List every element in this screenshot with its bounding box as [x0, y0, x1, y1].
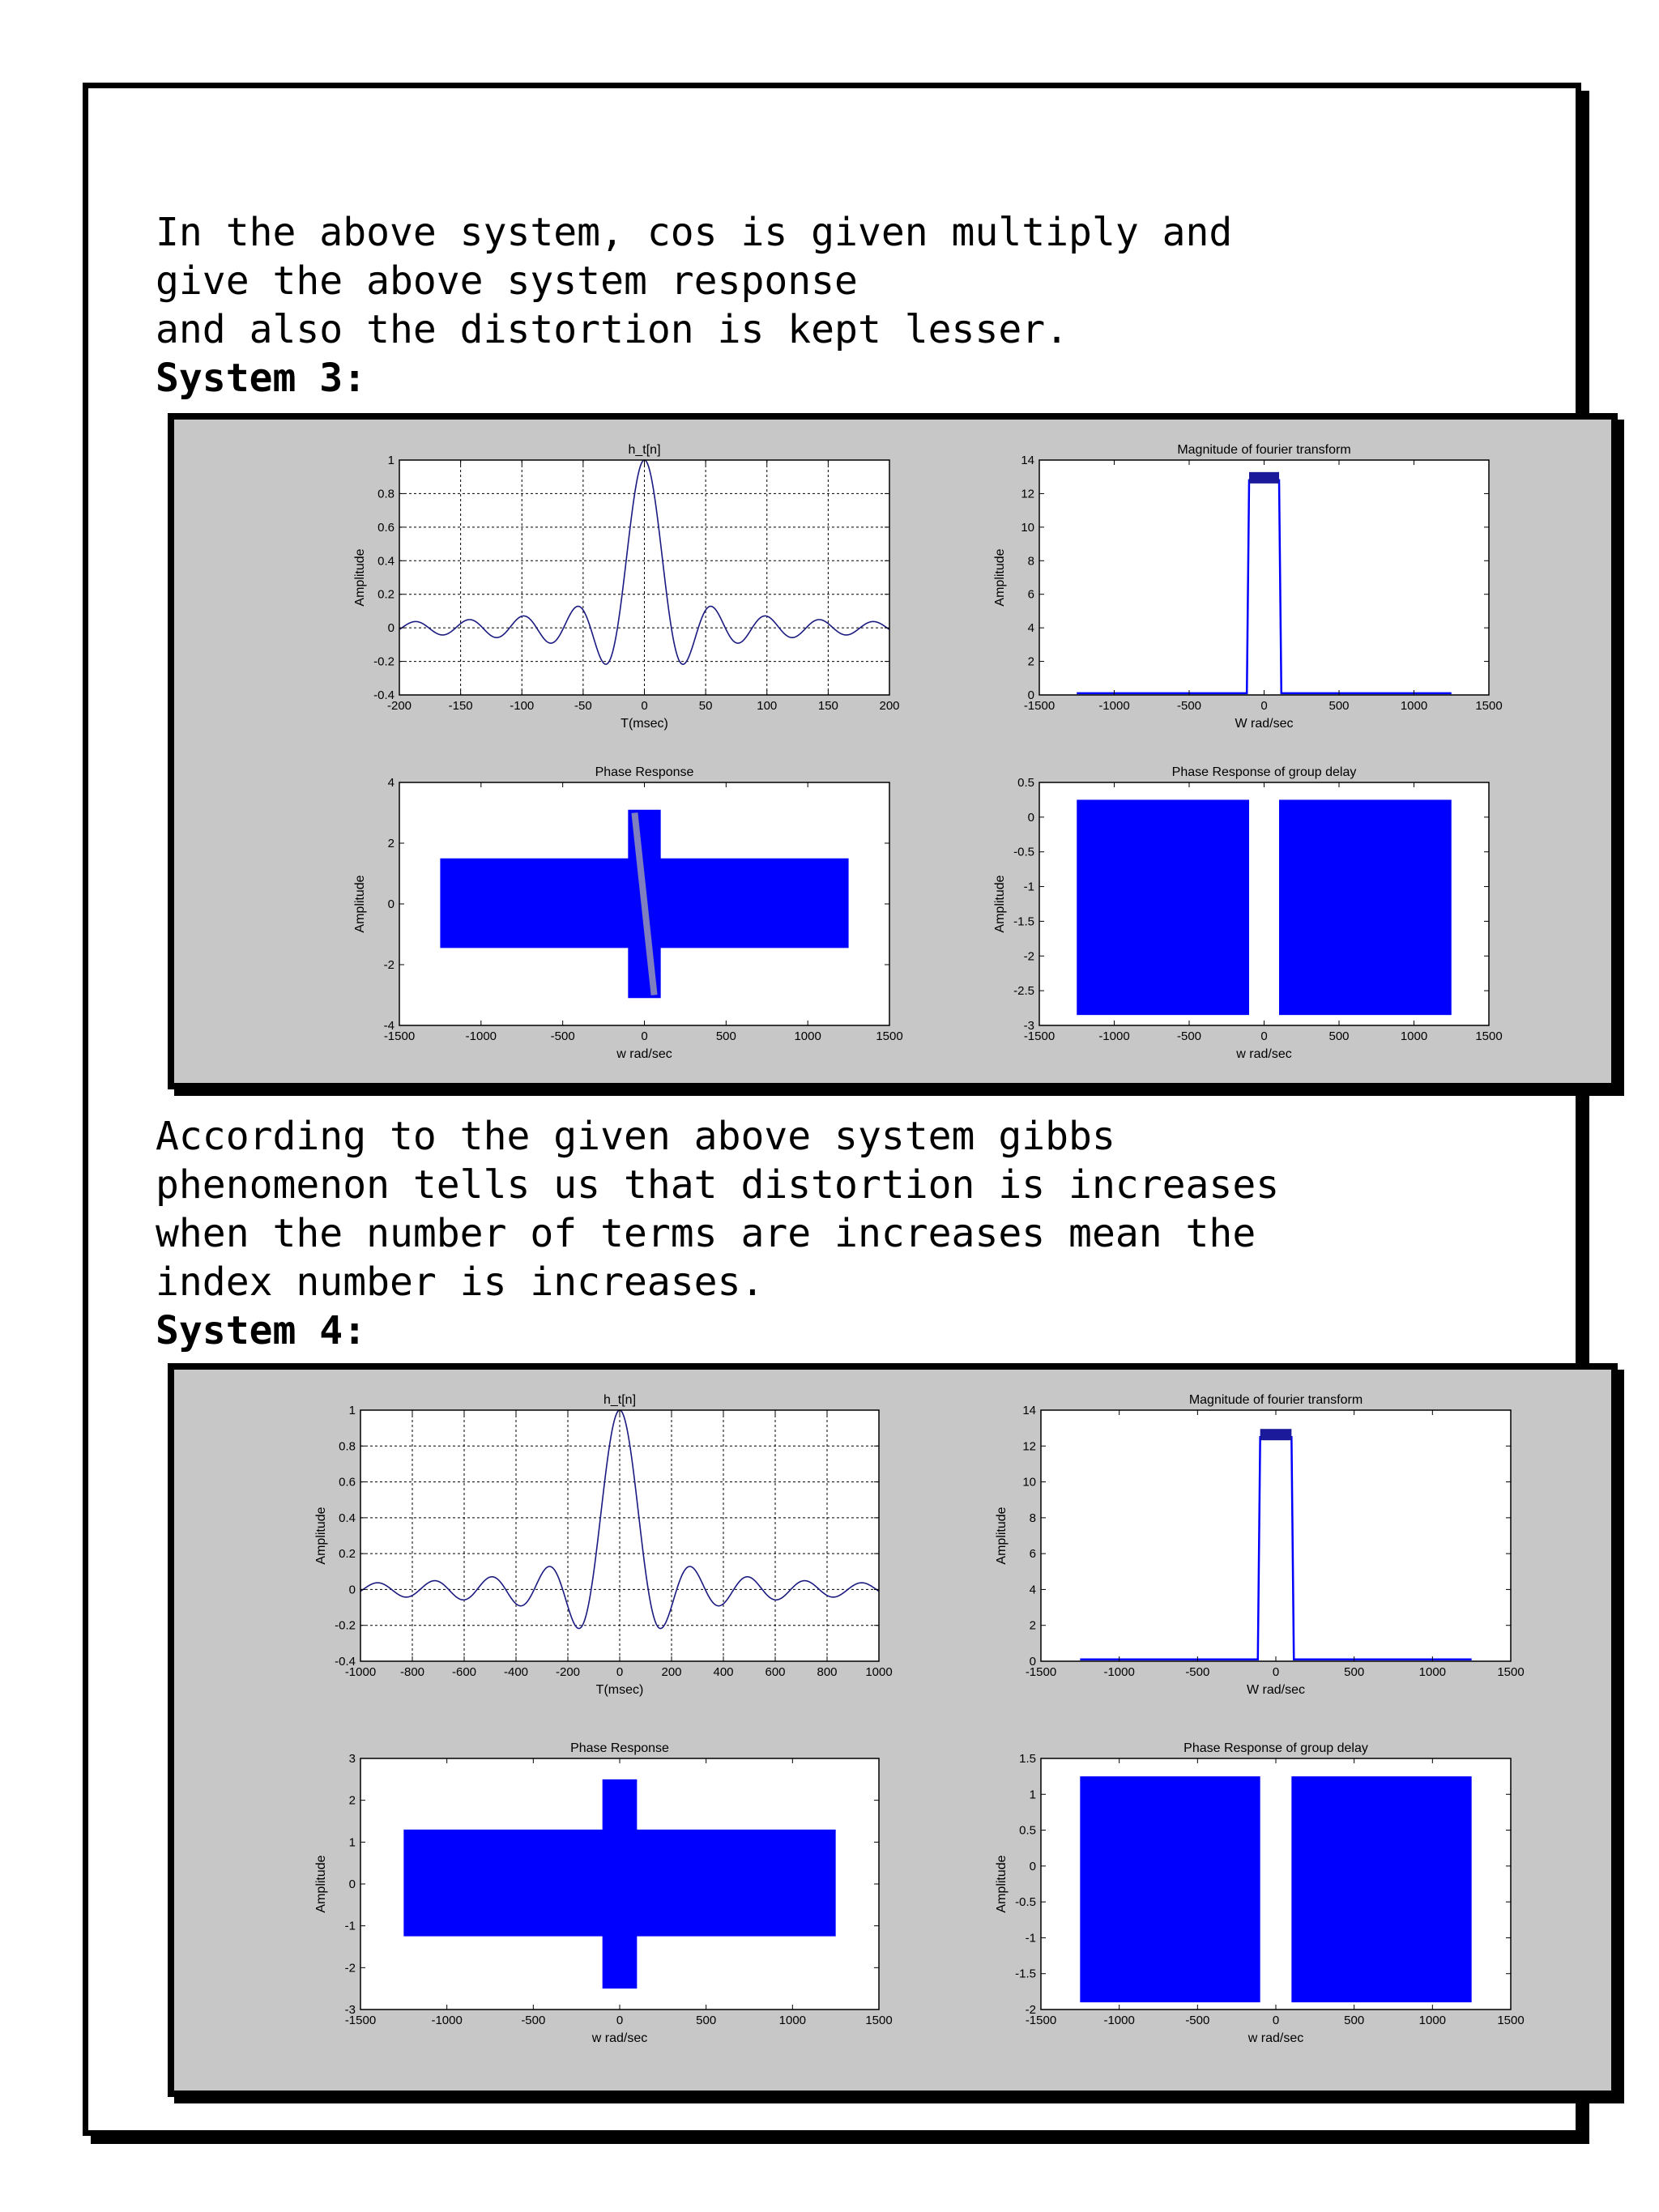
plot-area [1039, 460, 1489, 695]
heading-system-3: System 3: [156, 356, 367, 401]
figure-system-3 [168, 413, 1618, 1089]
y-tick-label: -0.4 [335, 1655, 356, 1669]
x-tick-label: -1000 [1098, 699, 1130, 713]
x-tick-label: -1000 [1098, 1029, 1130, 1043]
y-axis-label: Amplitude [353, 548, 367, 607]
y-tick-label: 12 [1022, 1439, 1036, 1454]
x-tick-label: 1500 [1497, 1665, 1525, 1679]
y-tick-label: 1 [348, 1404, 356, 1417]
y-tick-label: 6 [1029, 1547, 1036, 1562]
x-axis-label: W rad/sec [1235, 717, 1294, 731]
y-tick-label: 4 [1027, 621, 1034, 636]
x-tick-label: 1500 [1497, 2014, 1525, 2027]
y-tick-label: 0 [1027, 810, 1034, 825]
plot-phase-response [353, 765, 903, 1061]
y-tick-label: 14 [1021, 454, 1034, 467]
x-tick-label: 0 [616, 2014, 624, 2027]
plot-title: h_t[n] [628, 443, 661, 457]
y-tick-label: 6 [1027, 587, 1034, 602]
x-axis-label: w rad/sec [1247, 2031, 1304, 2045]
x-tick-label: 1000 [1418, 2014, 1447, 2027]
y-tick-label: 0.4 [377, 554, 394, 569]
y-tick-label: -0.2 [335, 1618, 356, 1633]
y-tick-label: 0.6 [339, 1475, 356, 1490]
y-tick-label: 14 [1022, 1404, 1036, 1417]
x-tick-label: -1000 [344, 1665, 377, 1679]
y-tick-label: -2.5 [1013, 984, 1034, 999]
y-tick-label: 0.8 [377, 487, 394, 501]
y-tick-label: 0.8 [339, 1439, 356, 1454]
y-tick-label: -4 [383, 1019, 394, 1033]
x-axis-label: w rad/sec [591, 2031, 648, 2045]
group-delay-block [1077, 799, 1249, 1015]
x-tick-label: 0 [1260, 1029, 1268, 1043]
plot-area [360, 1410, 879, 1661]
plot-title: Magnitude of fourier transform [1188, 1393, 1363, 1407]
x-tick-label: -1000 [1103, 1665, 1135, 1679]
y-tick-label: -2 [344, 1961, 356, 1975]
group-delay-block [1291, 1776, 1471, 2002]
x-tick-label: -200 [386, 699, 412, 713]
plot-impulse-response [353, 443, 900, 731]
y-tick-label: -2 [1025, 2003, 1036, 2017]
x-tick-label: 50 [698, 699, 713, 713]
y-axis-label: Amplitude [993, 875, 1007, 933]
x-axis-label: T(msec) [595, 1683, 644, 1697]
y-tick-label: 0 [1029, 1859, 1036, 1873]
x-tick-label: 500 [1344, 2014, 1365, 2027]
y-tick-label: 0.6 [377, 520, 394, 535]
x-tick-label: 0 [616, 1665, 624, 1679]
x-tick-label: 100 [757, 699, 778, 713]
x-tick-label: 500 [715, 1029, 736, 1043]
y-tick-label: 0 [348, 1583, 356, 1597]
x-tick-label: 0 [1272, 1665, 1280, 1679]
y-tick-label: 0.2 [339, 1547, 356, 1562]
x-axis-label: W rad/sec [1246, 1683, 1306, 1697]
x-tick-label: 400 [713, 1665, 734, 1679]
y-tick-label: 1.5 [1019, 1752, 1036, 1766]
x-tick-label: 500 [696, 2014, 717, 2027]
y-tick-label: 1 [1029, 1788, 1036, 1802]
y-tick-label: -1 [1023, 880, 1034, 894]
y-tick-label: -1.5 [1015, 1967, 1036, 1981]
y-tick-label: 3 [348, 1752, 356, 1766]
y-axis-label: Amplitude [314, 1855, 328, 1913]
y-axis-label: Amplitude [993, 548, 1007, 607]
y-tick-label: -0.5 [1015, 1895, 1036, 1910]
y-tick-label: 12 [1021, 487, 1034, 501]
y-tick-label: -3 [1023, 1019, 1034, 1033]
x-tick-label: -400 [503, 1665, 529, 1679]
x-tick-label: 0 [641, 699, 648, 713]
x-tick-label: -800 [399, 1665, 425, 1679]
y-tick-label: -0.2 [373, 654, 394, 669]
y-tick-label: 8 [1029, 1511, 1036, 1525]
plot-title: Phase Response of group delay [1171, 765, 1357, 779]
x-tick-label: -1000 [431, 2014, 463, 2027]
y-tick-label: 1 [387, 454, 394, 467]
y-tick-label: 1 [348, 1835, 356, 1850]
x-tick-label: -600 [451, 1665, 477, 1679]
x-tick-label: -100 [510, 699, 535, 713]
paragraph-2-line-2: phenomenon tells us that distortion is increases [156, 1162, 1280, 1208]
plot-title: h_t[n] [603, 1393, 637, 1407]
plot-phase-response [314, 1741, 893, 2045]
y-tick-label: 0 [387, 897, 394, 911]
plot-title: Magnitude of fourier transform [1177, 443, 1351, 457]
x-axis-label: T(msec) [621, 717, 668, 731]
y-tick-label: -0.5 [1013, 845, 1034, 859]
x-tick-label: -1500 [1023, 699, 1056, 713]
x-tick-label: -1500 [1023, 1029, 1056, 1043]
plot-title: Phase Response [570, 1741, 669, 1755]
y-axis-label: Amplitude [314, 1507, 328, 1565]
y-tick-label: 0 [387, 621, 394, 636]
plot-title: Phase Response of group delay [1183, 1741, 1368, 1755]
x-tick-label: 150 [817, 699, 838, 713]
x-tick-label: -50 [574, 699, 592, 713]
x-tick-label: 600 [765, 1665, 786, 1679]
x-tick-label: 500 [1328, 699, 1350, 713]
y-tick-label: 8 [1027, 554, 1034, 569]
y-tick-label: 10 [1021, 520, 1034, 535]
y-axis-label: Amplitude [995, 1507, 1009, 1565]
plot-group-delay [993, 765, 1503, 1061]
y-tick-label: 2 [1029, 1618, 1036, 1633]
x-tick-label: 1000 [1400, 699, 1428, 713]
paragraph-1-line-2: give the above system response [156, 258, 858, 304]
paragraph-2-line-1: According to the given above system gibbs [156, 1114, 1115, 1159]
group-delay-block [1080, 1776, 1260, 2002]
x-tick-label: 1000 [778, 2014, 807, 2027]
paragraph-2-line-3: when the number of terms are increases mean the [156, 1211, 1256, 1256]
x-tick-label: 200 [879, 699, 900, 713]
y-tick-label: 0.2 [377, 587, 394, 602]
x-tick-label: -500 [1185, 1665, 1210, 1679]
x-tick-label: -500 [1185, 2014, 1210, 2027]
x-tick-label: 1500 [1475, 1029, 1503, 1043]
x-tick-label: 200 [661, 1665, 682, 1679]
x-tick-label: -1500 [383, 1029, 416, 1043]
x-tick-label: -1500 [344, 2014, 377, 2027]
y-tick-label: 0.5 [1017, 776, 1034, 790]
x-axis-label: w rad/sec [1236, 1047, 1292, 1061]
x-tick-label: -1500 [1025, 2014, 1057, 2027]
magnitude-ripple [1260, 1429, 1292, 1440]
y-tick-label: -0.4 [373, 688, 394, 702]
x-tick-label: 500 [1328, 1029, 1350, 1043]
x-tick-label: -500 [1176, 1029, 1202, 1043]
paragraph-2-line-4: index number is increases. [156, 1259, 765, 1305]
x-tick-label: 800 [817, 1665, 838, 1679]
x-tick-label: 0 [1260, 699, 1268, 713]
y-tick-label: 2 [1027, 654, 1034, 669]
x-tick-label: -500 [1176, 699, 1202, 713]
x-tick-label: -1500 [1025, 1665, 1057, 1679]
x-tick-label: 500 [1344, 1665, 1365, 1679]
y-tick-label: 4 [1029, 1583, 1036, 1597]
x-tick-label: 1000 [1400, 1029, 1428, 1043]
figure-system-3-canvas [174, 420, 1611, 1083]
figure-system-4-canvas [174, 1370, 1611, 2091]
y-tick-label: 0 [348, 1877, 356, 1891]
figure-system-4 [168, 1363, 1618, 2097]
x-tick-label: 1500 [865, 2014, 893, 2027]
x-tick-label: 1000 [865, 1665, 893, 1679]
y-tick-label: 4 [387, 776, 394, 790]
x-tick-label: 1000 [1418, 1665, 1447, 1679]
y-tick-label: -2 [1023, 949, 1034, 964]
y-tick-label: -1 [344, 1919, 356, 1933]
y-tick-label: 0.5 [1019, 1823, 1036, 1838]
x-tick-label: -500 [521, 2014, 546, 2027]
y-tick-label: 2 [348, 1793, 356, 1808]
y-axis-label: Amplitude [353, 875, 367, 933]
plot-title: Phase Response [595, 765, 694, 779]
x-axis-label: w rad/sec [616, 1047, 672, 1061]
phase-center-band [603, 1779, 638, 1988]
paragraph-1-line-3: and also the distortion is kept lesser. [156, 307, 1069, 352]
x-tick-label: 1000 [794, 1029, 821, 1043]
plot-magnitude [993, 443, 1503, 731]
y-tick-label: -1 [1025, 1931, 1036, 1946]
x-tick-label: -150 [448, 699, 473, 713]
y-tick-label: -1.5 [1013, 914, 1034, 929]
x-tick-label: 0 [641, 1029, 648, 1043]
y-tick-label: 2 [387, 837, 394, 850]
magnitude-ripple [1249, 472, 1279, 484]
y-axis-label: Amplitude [995, 1855, 1009, 1913]
x-tick-label: 0 [1272, 2014, 1280, 2027]
y-tick-label: 0 [1027, 688, 1034, 702]
plot-area [1041, 1410, 1511, 1661]
x-tick-label: 1500 [1475, 699, 1503, 713]
plot-magnitude [995, 1393, 1525, 1697]
x-tick-label: -500 [550, 1029, 575, 1043]
x-tick-label: 1500 [876, 1029, 903, 1043]
y-tick-label: 0.4 [339, 1511, 356, 1525]
x-tick-label: -1000 [1103, 2014, 1135, 2027]
x-tick-label: -200 [555, 1665, 581, 1679]
group-delay-block [1279, 799, 1452, 1015]
x-tick-label: -1000 [465, 1029, 497, 1043]
paragraph-1-line-1: In the above system, cos is given multiply and [156, 210, 1233, 255]
y-tick-label: 0 [1029, 1655, 1036, 1669]
y-tick-label: -3 [344, 2003, 356, 2017]
heading-system-4: System 4: [156, 1308, 367, 1353]
y-tick-label: -2 [383, 958, 394, 972]
y-tick-label: 10 [1022, 1475, 1036, 1490]
plot-group-delay [995, 1741, 1525, 2045]
plot-impulse-response [314, 1393, 893, 1697]
